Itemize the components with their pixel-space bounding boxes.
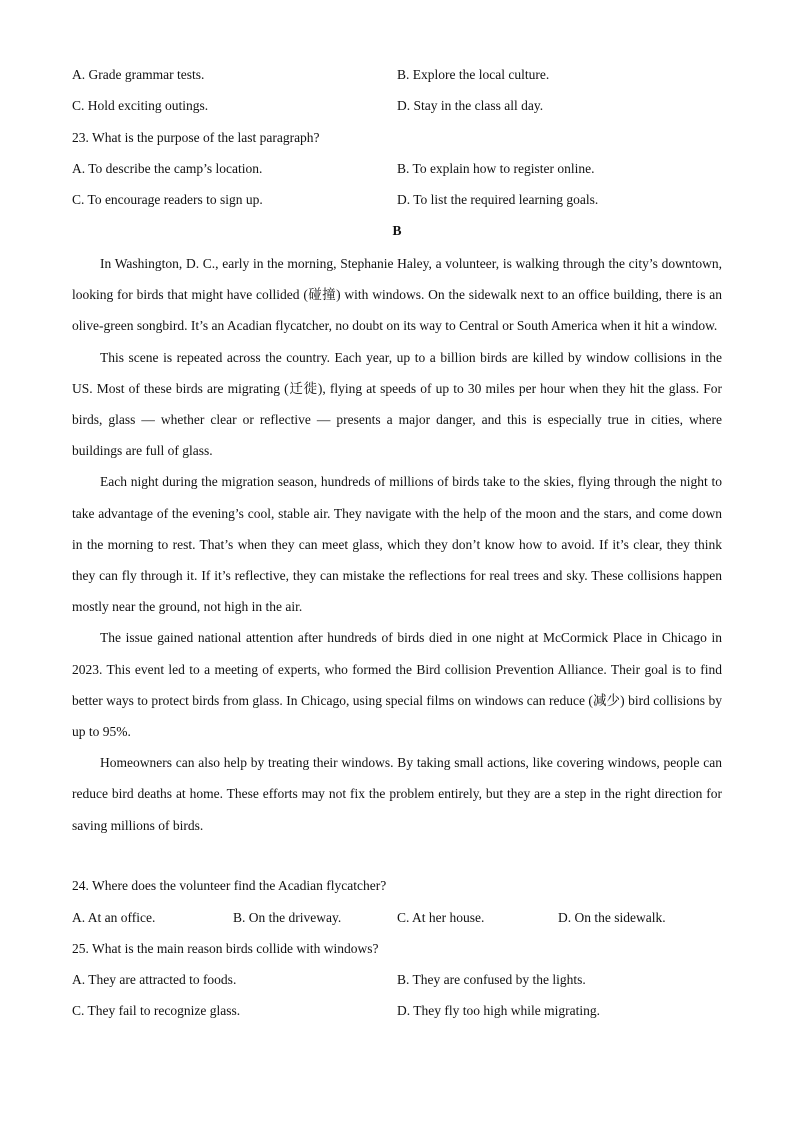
- q23-options-row-1: [72, 161, 722, 181]
- q25-option-d[interactable]: D. They fly too high while migrating.: [397, 1003, 600, 1018]
- q22-option-d[interactable]: D. Stay in the class all day.: [397, 98, 544, 113]
- q24-option-b[interactable]: B. On the driveway.: [233, 910, 342, 925]
- q25-option-b[interactable]: B. They are confused by the lights.: [397, 972, 586, 987]
- q23-option-b[interactable]: B. To explain how to register online.: [397, 161, 595, 176]
- section-heading-b: B: [392, 223, 402, 238]
- passage-paragraph-2: This scene is repeated across the country. Each year, up to a billion birds are killed by window collisions in the US. Most of these birds are migrating (迁徙), flying at speeds of up to 30 miles per hour when they hit the glass. For birds, glass — whether clear or reflective — presents a major danger, and this is especially true in cities, where buildings are full of glass.: [72, 349, 722, 459]
- q22-options-row-1: [72, 67, 722, 87]
- q22-option-b[interactable]: B. Explore the local culture.: [397, 67, 550, 82]
- q23-option-d[interactable]: D. To list the required learning goals.: [397, 192, 599, 207]
- q25-options-row-2: [72, 1003, 722, 1023]
- q24-option-a[interactable]: A. At an office.: [72, 910, 156, 925]
- q24-option-d[interactable]: D. On the sidewalk.: [558, 910, 666, 925]
- passage-paragraph-5: Homeowners can also help by treating their windows. By taking small actions, like covering windows, people can reduce bird deaths at home. These efforts may not fix the problem entirely, but they are a step in the right direction for saving millions of birds.: [72, 755, 722, 833]
- q23-stem: 23. What is the purpose of the last paragraph?: [72, 130, 320, 145]
- q25-option-a[interactable]: A. They are attracted to foods.: [72, 972, 237, 987]
- q25-option-c[interactable]: C. They fail to recognize glass.: [72, 1003, 241, 1018]
- q24-option-c[interactable]: C. At her house.: [397, 910, 485, 925]
- q23-option-a[interactable]: A. To describe the camp’s location.: [72, 161, 263, 176]
- passage-paragraph-4: The issue gained national attention after hundreds of birds died in one night at McCormick Place in Chicago in 2023. This event led to a meeting of experts, who formed the Bird collision Prevention Alliance. Their goal is to find better ways to protect birds from glass. In Chicago, using special films on windows can reduce (减少) bird collisions by up to 95%.: [72, 630, 722, 740]
- q22-options-row-2: [72, 98, 722, 118]
- q22-option-c[interactable]: C. Hold exciting outings.: [72, 98, 209, 113]
- q22-option-a[interactable]: A. Grade grammar tests.: [72, 67, 205, 82]
- passage-paragraph-1: In Washington, D. C., early in the morning, Stephanie Haley, a volunteer, is walking through the city’s downtown, looking for birds that might have collided (碰撞) with windows. On the sidewalk next to an office building, there is an olive-green songbird. It’s an Acadian flycatcher, no doubt on its way to Central or South America when it hit a window.: [72, 256, 722, 334]
- passage-paragraph-3: Each night during the migration season, hundreds of millions of birds take to the skies, flying through the night to take advantage of the evening’s cool, stable air. They navigate with the help of the moon and the stars, and come down in the morning to rest. That’s when they can meet glass, which they don’t know how to avoid. If it’s clear, they think they can fly through it. If it’s reflective, they can mistake the reflections for real trees and sky. These collisions happen mostly near the ground, not high in the air.: [72, 474, 722, 615]
- q23-options-row-2: [72, 192, 722, 212]
- reading-passage: [72, 248, 722, 841]
- q25-stem: 25. What is the main reason birds collide with windows?: [72, 941, 379, 956]
- q23-option-c[interactable]: C. To encourage readers to sign up.: [72, 192, 263, 207]
- q24-stem: 24. Where does the volunteer find the Acadian flycatcher?: [72, 878, 387, 893]
- q24-options-row: [72, 910, 722, 930]
- q25-options-row-1: [72, 972, 722, 992]
